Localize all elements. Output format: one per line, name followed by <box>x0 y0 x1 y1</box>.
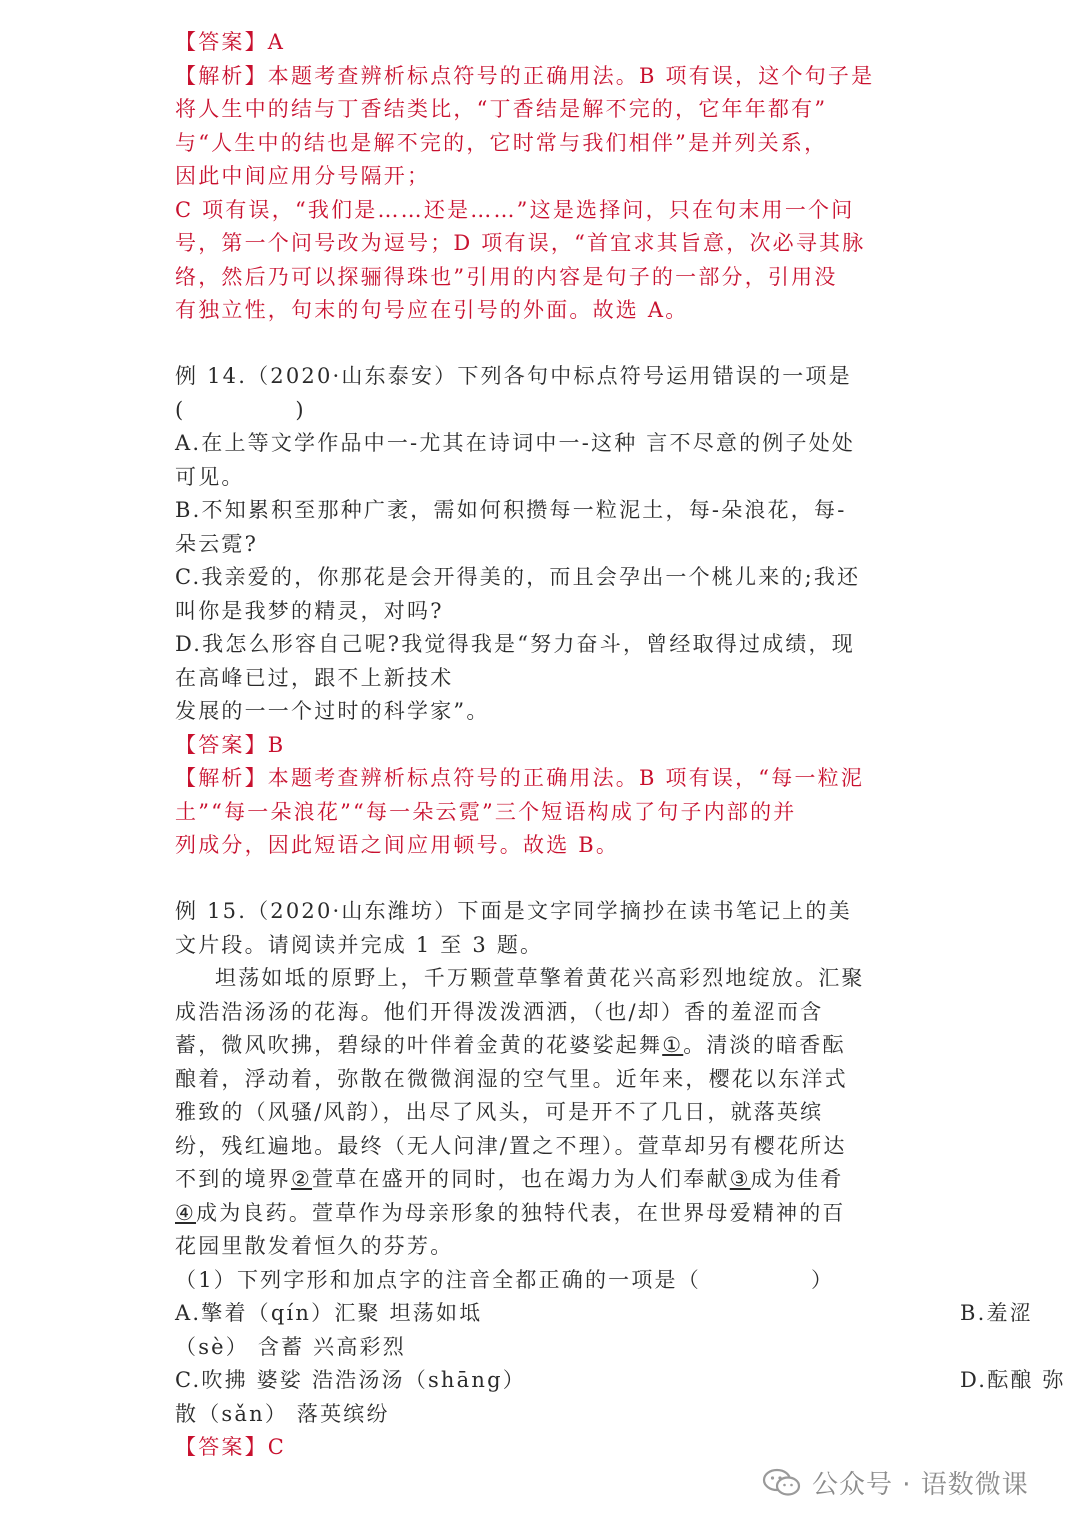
answer-line: 【答案】A <box>175 30 286 54</box>
option-line: B.不知累积至那种广袤，需如何积攒每一粒泥土，每-朵浪花，每- <box>175 498 847 522</box>
option-line: 可见。 <box>175 465 245 489</box>
analysis-line: 将人生中的结与丁香结类比，“丁香结是解不完的，它年年都有” <box>175 97 828 121</box>
question-stem: 例 15.（2020·山东潍坊）下面是文字同学摘抄在读书笔记上的美 <box>175 899 852 923</box>
passage-line: 坦荡如坻的原野上，千万颗萱草擎着黄花兴高彩烈地绽放。汇聚 <box>215 966 865 990</box>
option-line: 散（sǎn） 落英缤纷 <box>175 1402 390 1426</box>
option-c: C.吹拂 婆娑 浩浩汤汤（shāng） <box>175 1368 526 1392</box>
paren-close: ） <box>810 1268 835 1292</box>
passage-line: 成浩浩汤汤的花海。他们开得泼泼洒洒，（也/却）香的羞涩而含 <box>175 1000 824 1024</box>
option-line: 朵云霓? <box>175 532 259 556</box>
passage-text: 成为佳肴 <box>750 1167 844 1191</box>
answer-blank <box>175 393 930 427</box>
blank-marker-3: ③ <box>729 1167 751 1191</box>
paren-close: ) <box>295 398 306 422</box>
analysis-line: 【解析】本题考查辨析标点符号的正确用法。B 项有误，这个句子是 <box>175 64 875 88</box>
analysis-line: 因此中间应用分号隔开； <box>175 164 431 188</box>
watermark-text: 公众号 · 语数微课 <box>812 1469 1029 1500</box>
option-line: 在高峰已过，跟不上新技术 <box>175 666 454 690</box>
passage-line: 酿着，浮动着，弥散在微微润湿的空气里。近年来，樱花以东洋式 <box>175 1067 848 1091</box>
option-row <box>175 1363 1066 1397</box>
passage-text: 。清淡的暗香酝 <box>683 1033 846 1057</box>
option-line: C.我亲爱的，你那花是会开得美的，而且会孕出一个桃儿来的;我还 <box>175 565 861 589</box>
passage-line: 纷，残红遍地。最终（无人问津/置之不理）。萱草却另有樱花所达 <box>175 1134 847 1158</box>
option-line: （sè） 含蓄 兴高彩烈 <box>175 1335 406 1359</box>
passage-text: 蓄，微风吹拂，碧绿的叶伴着金黄的花婆娑起舞 <box>175 1033 663 1057</box>
analysis-line: 土”“每一朵浪花”“每一朵云霓”三个短语构成了句子内部的并 <box>175 800 797 824</box>
option-d: D.酝酿 弥 <box>960 1368 1066 1392</box>
watermark <box>762 1462 1029 1502</box>
analysis-line: 与“人生中的结也是解不完的，它时常与我们相伴”是并列关系， <box>175 131 828 155</box>
analysis-line: 【解析】本题考查辨析标点符号的正确用法。B 项有误，“每一粒泥 <box>175 766 865 790</box>
passage-line: 花园里散发着恒久的芬芳。 <box>175 1234 454 1258</box>
passage-text: 萱草在盛开的同时，也在竭力为人们奉献 <box>312 1167 730 1191</box>
analysis-line: 号，第一个问号改为逗号；D 项有误，“首宜求其旨意，次必寻其脉 <box>175 231 866 255</box>
passage-text: 不到的境界 <box>175 1167 291 1191</box>
answer-line: 【答案】C <box>175 1435 287 1459</box>
option-line: 发展的一一个过时的科学家”。 <box>175 699 490 723</box>
option-row <box>175 1296 1033 1330</box>
passage-line <box>175 1196 930 1230</box>
wechat-icon <box>762 1467 802 1497</box>
option-line: 叫你是我梦的精灵，对吗? <box>175 599 444 623</box>
passage-line <box>175 1028 930 1062</box>
passage-line <box>175 1162 930 1196</box>
analysis-line: 列成分，因此短语之间应用顿号。故选 B。 <box>175 833 620 857</box>
passage-line: 雅致的（风骚/风韵），出尽了风头，可是开不了几日，就落英缤 <box>175 1100 824 1124</box>
sub-question-text: （1）下列字形和加点字的注音全都正确的一项是（ <box>175 1268 701 1292</box>
option-line: A.在上等文学作品中一-尤其在诗词中一-这种 言不尽意的例子处处 <box>175 431 856 455</box>
answer-line: 【答案】B <box>175 733 286 757</box>
option-a: A.擎着（qín）汇聚 坦荡如坻 <box>175 1301 483 1325</box>
analysis-line: C 项有误，“我们是……还是……”这是选择问，只在句末用一个问 <box>175 198 855 222</box>
option-line: D.我怎么形容自己呢?我觉得我是“努力奋斗，曾经取得过成绩，现 <box>175 632 855 656</box>
analysis-line: 络，然后乃可以探骊得珠也”引用的内容是句子的一部分，引用没 <box>175 265 838 289</box>
sub-question <box>175 1263 930 1297</box>
blank-marker-2: ② <box>291 1167 313 1191</box>
option-b: B.羞涩 <box>960 1301 1033 1325</box>
blank-marker-4: ④ <box>175 1201 197 1225</box>
question-stem: 文片段。请阅读并完成 1 至 3 题。 <box>175 933 544 957</box>
blank-marker-1: ① <box>662 1033 684 1057</box>
paren-open: ( <box>175 398 186 422</box>
question-stem: 例 14.（2020·山东泰安）下列各句中标点符号运用错误的一项是 <box>175 364 852 388</box>
passage-text: 成为良药。萱草作为母亲形象的独特代表，在世界母爱精神的百 <box>196 1201 846 1225</box>
analysis-line: 有独立性，句末的句号应在引号的外面。故选 A。 <box>175 298 689 322</box>
